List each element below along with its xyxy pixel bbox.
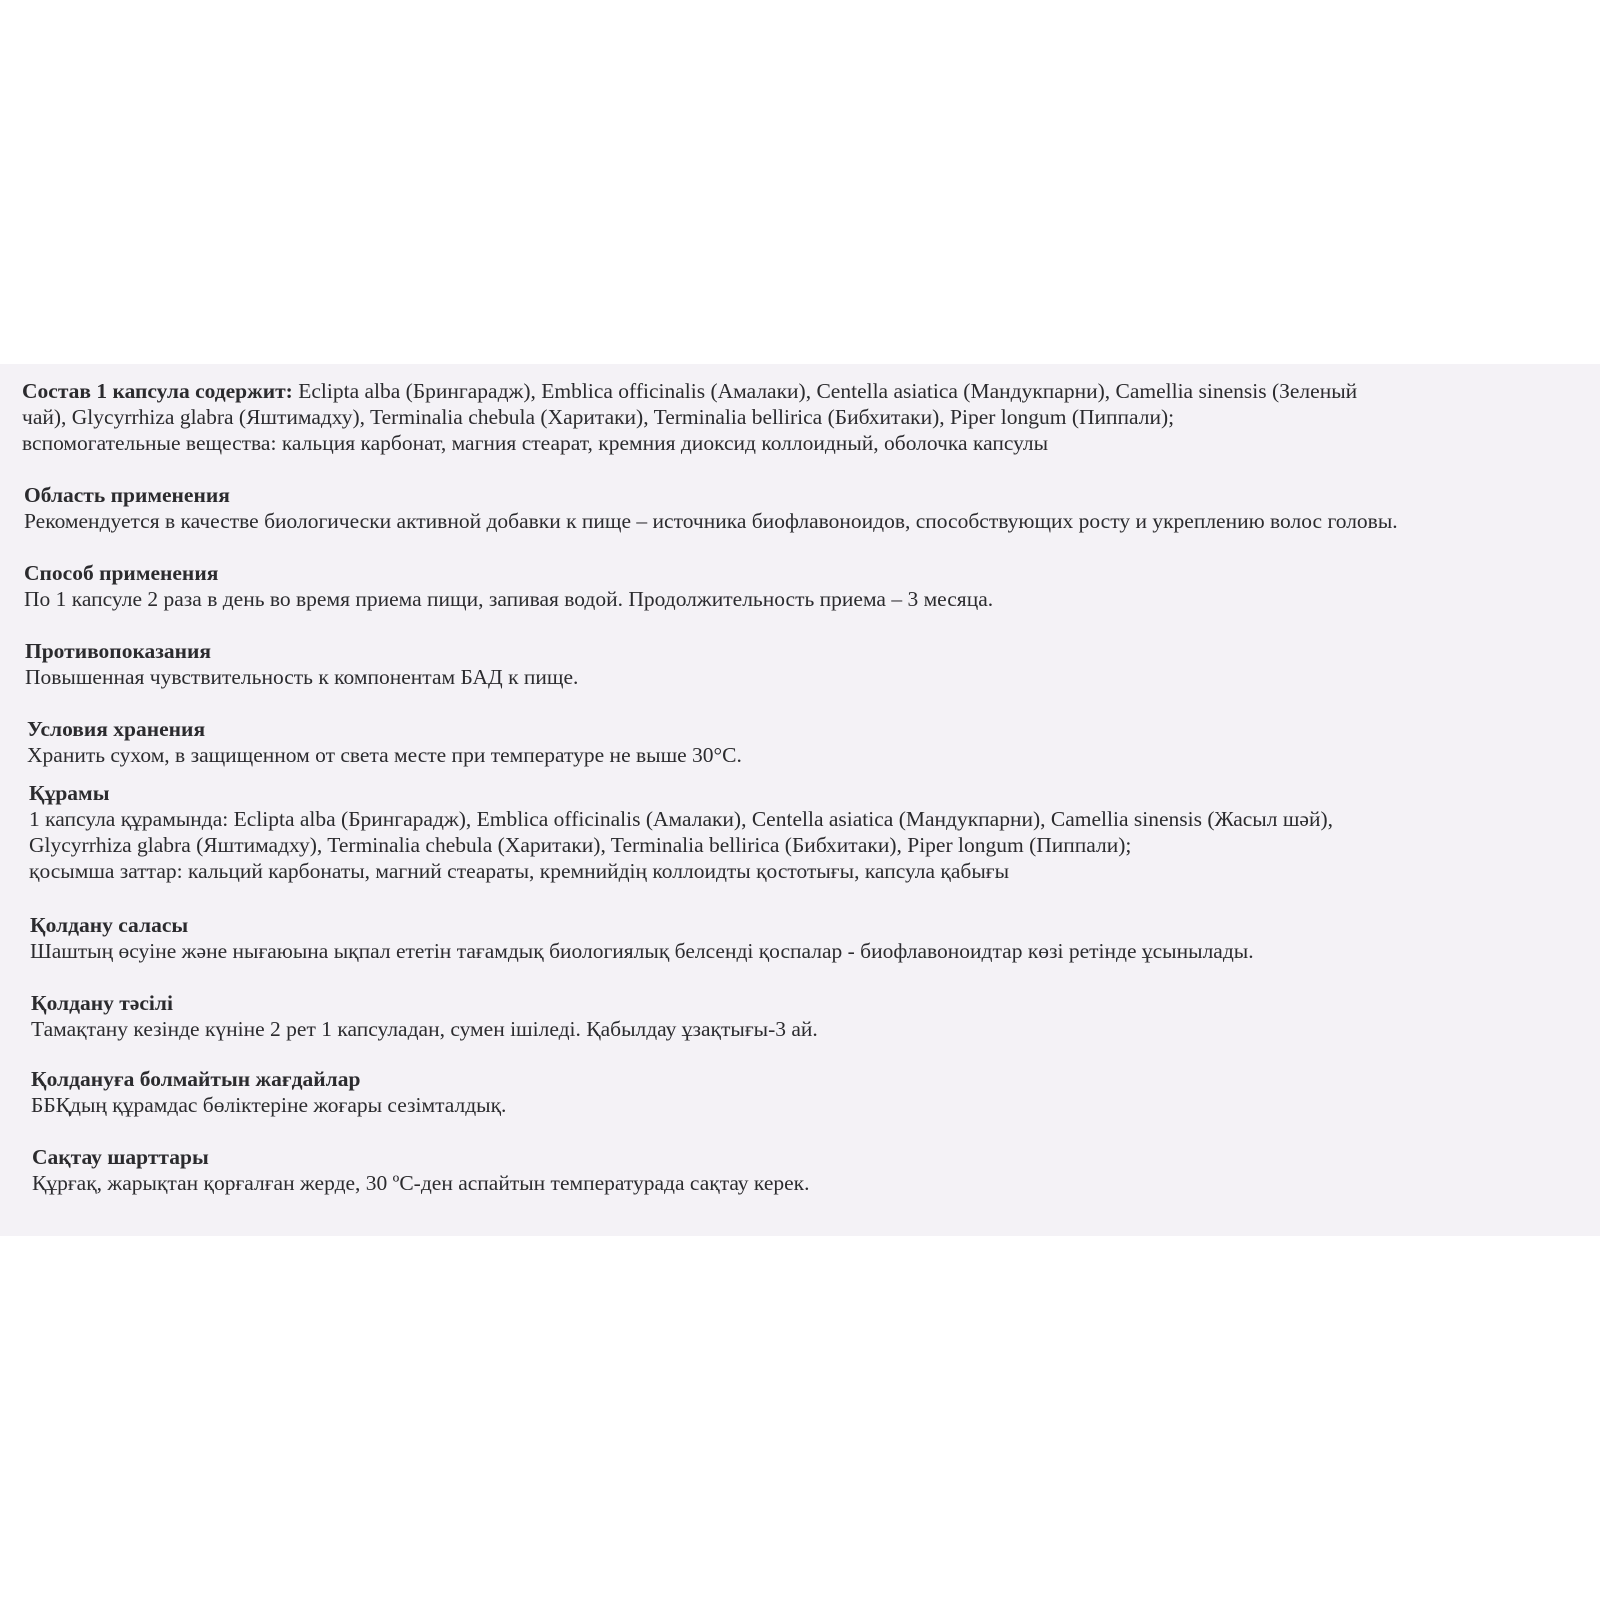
kz-composition-heading: Құрамы [29, 781, 110, 805]
ru-scope-section [24, 482, 1398, 534]
kz-contraindications-section [31, 1066, 506, 1118]
ru-usage-text: По 1 капсуле 2 раза в день во время приема пищи, запивая водой. Продолжительность приема – 3 месяца. [24, 587, 994, 611]
kz-composition-section [29, 780, 1333, 884]
ru-composition-section [22, 378, 1357, 456]
kz-usage-heading: Қолдану тәсілі [31, 991, 173, 1015]
kz-storage-text: Құрғақ, жарықтан қорғалған жерде, 30 ºС-ден аспайтын температурада сақтау керек. [32, 1171, 810, 1195]
ru-contraindications-section [25, 638, 578, 690]
ru-composition-text-1: Eclipta alba (Брингарадж), Emblica officinalis (Амалаки), Centella asiatica (Мандукпарни), Camellia sinensis (Зеленый [298, 379, 1358, 403]
kz-contraindications-heading: Қолдануға болмайтын жағдайлар [31, 1067, 361, 1091]
kz-usage-section [31, 990, 818, 1042]
kz-storage-section [32, 1144, 810, 1196]
kz-contraindications-text: ББҚдың құрамдас бөліктеріне жоғары сезімталдық. [31, 1093, 507, 1117]
ru-usage-section [24, 560, 993, 612]
product-label-panel [0, 364, 1600, 1236]
ru-scope-heading: Область применения [24, 483, 230, 507]
ru-storage-section [27, 716, 742, 768]
kz-composition-line2: Glycyrrhiza glabra (Яштимадху), Terminalia chebula (Харитаки), Terminalia bellirica (Бибхитаки), Piper longum (Пиппали); [29, 833, 1132, 857]
ru-scope-text: Рекомендуется в качестве биологически активной добавки к пище – источника биофлавоноидов, способствующих росту и укреплению волос головы. [24, 509, 1398, 533]
ru-composition-line3: вспомогательные вещества: кальция карбонат, магния стеарат, кремния диоксид коллоидный, оболочка капсулы [22, 431, 1049, 455]
kz-scope-text: Шаштың өсуіне және нығаюына ықпал ететін тағамдық биологиялық белсенді қоспалар - биофлавоноидтар көзі ретінде ұсынылады. [30, 939, 1254, 963]
ru-storage-heading: Условия хранения [27, 717, 206, 741]
kz-usage-text: Тамақтану кезінде күніне 2 рет 1 капсуладан, сумен ішіледі. Қабылдау ұзақтығы-3 ай. [31, 1017, 818, 1041]
ru-composition-line1 [22, 378, 1357, 404]
kz-composition-line3: қосымша заттар: кальций карбонаты, магний стеараты, кремнийдің коллоидты қостотығы, капсула қабығы [29, 859, 1010, 883]
ru-contraindications-heading: Противопоказания [25, 639, 212, 663]
ru-storage-text: Хранить сухом, в защищенном от света месте при температуре не выше 30°С. [27, 743, 742, 767]
kz-storage-heading: Сақтау шарттары [32, 1145, 209, 1169]
ru-contraindications-text: Повышенная чувствительность к компонентам БАД к пище. [25, 665, 579, 689]
kz-scope-heading: Қолдану саласы [30, 913, 189, 937]
kz-composition-line1: 1 капсула құрамында: Eclipta alba (Брингарадж), Emblica officinalis (Амалаки), Centella asiatica (Мандукпарни), Camellia sinensis (Жасыл шәй), [29, 807, 1333, 831]
ru-composition-line2: чай), Glycyrrhiza glabra (Яштимадху), Terminalia chebula (Харитаки), Terminalia bellirica (Бибхитаки), Piper longum (Пиппали); [22, 405, 1175, 429]
ru-composition-heading: Состав 1 капсула содержит: [22, 379, 293, 403]
kz-scope-section [30, 912, 1254, 964]
ru-usage-heading: Способ применения [24, 561, 219, 585]
